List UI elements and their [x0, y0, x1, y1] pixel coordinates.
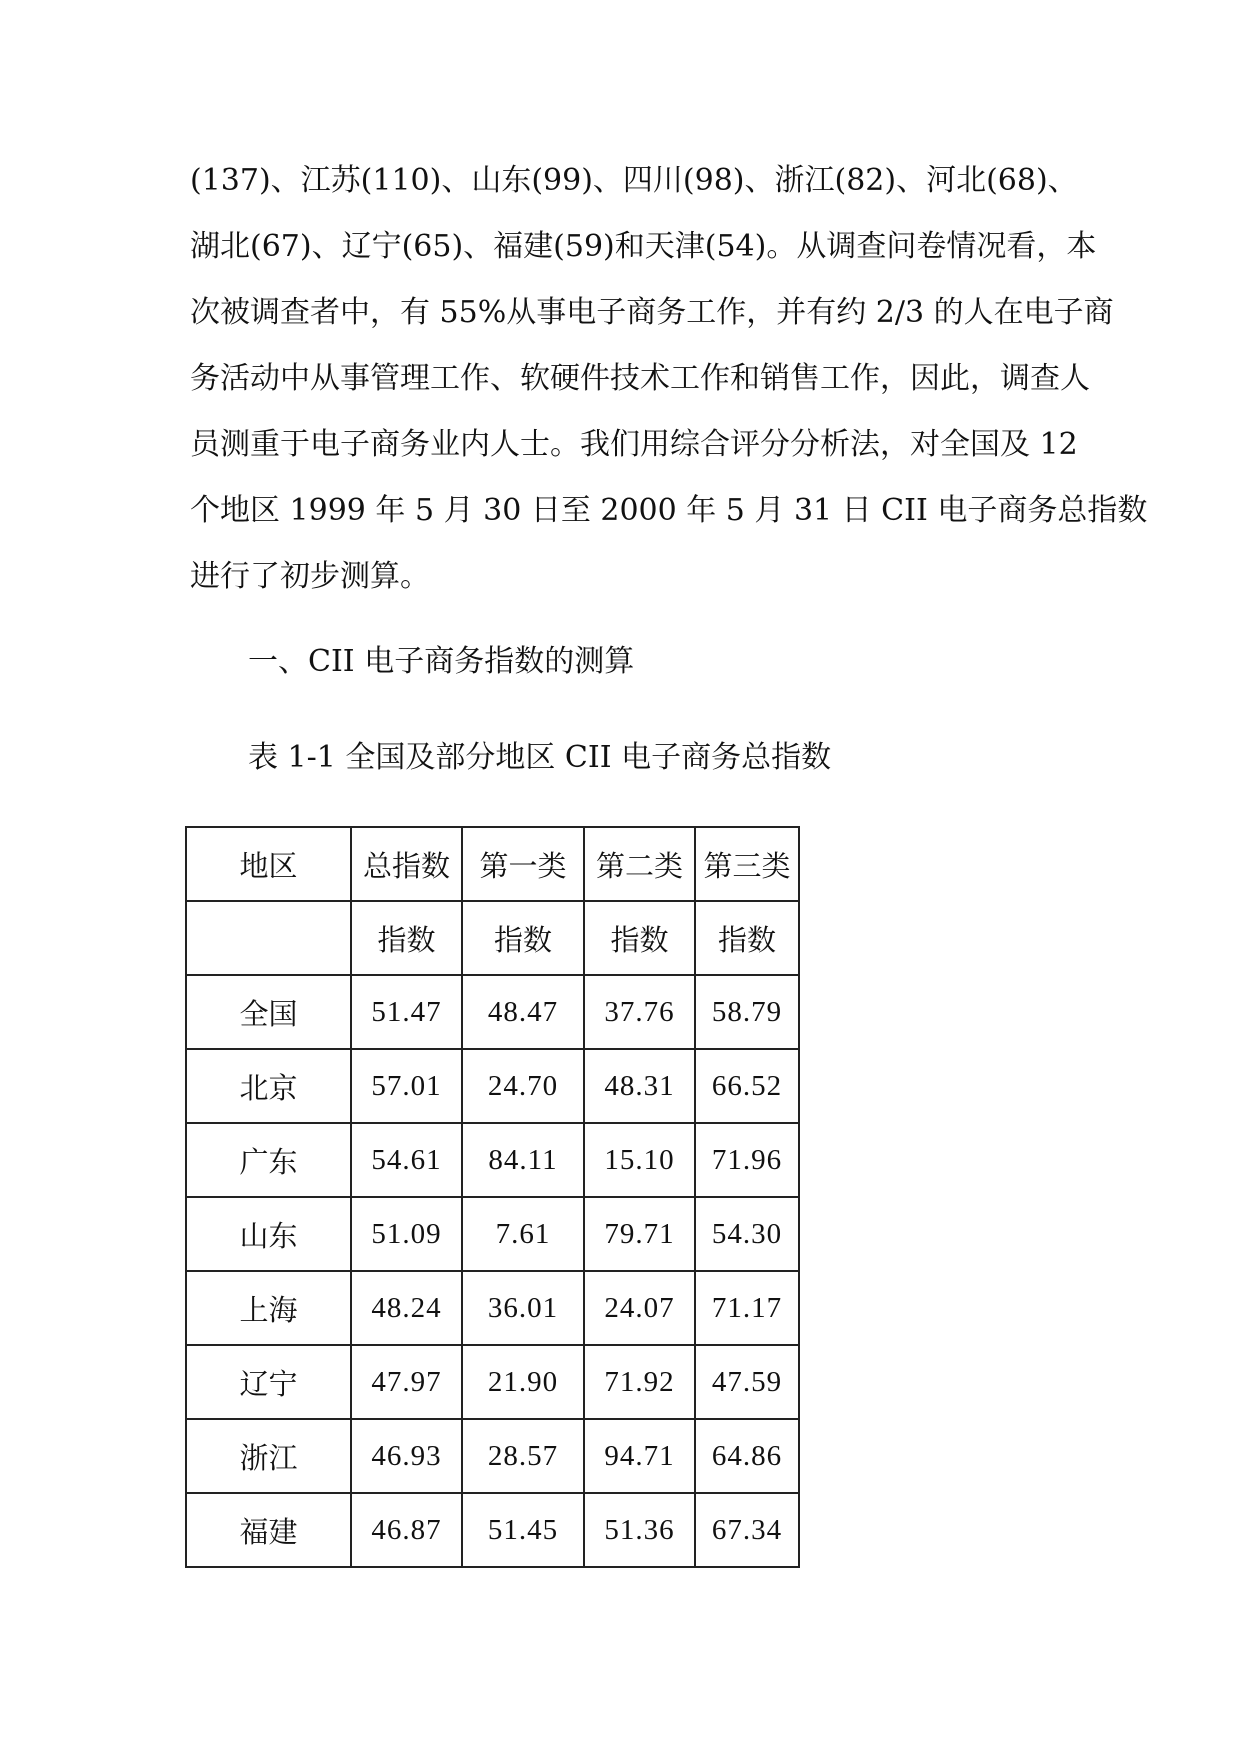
class3-index-cell: 66.52 — [695, 1049, 799, 1123]
table-row — [186, 1493, 799, 1567]
header-cell-blank — [186, 901, 351, 975]
header-cell-class1: 第一类 — [462, 827, 584, 901]
region-cell: 广东 — [186, 1123, 351, 1197]
class1-index-cell: 48.47 — [462, 975, 584, 1049]
table-row — [186, 1197, 799, 1271]
table-row — [186, 1345, 799, 1419]
total-index-cell: 47.97 — [351, 1345, 462, 1419]
table-row — [186, 975, 799, 1049]
section-heading: 一、CII 电子商务指数的测算 — [248, 644, 635, 679]
paragraph-line: 湖北(67)、辽宁(65)、福建(59)和天津(54)。从调查问卷情况看，本 — [190, 229, 1097, 264]
region-cell: 福建 — [186, 1493, 351, 1567]
class2-index-cell: 48.31 — [584, 1049, 695, 1123]
table-header-row — [186, 901, 799, 975]
class2-index-cell: 94.71 — [584, 1419, 695, 1493]
table-header-row — [186, 827, 799, 901]
class1-index-cell: 21.90 — [462, 1345, 584, 1419]
class1-index-cell: 84.11 — [462, 1123, 584, 1197]
total-index-cell: 54.61 — [351, 1123, 462, 1197]
class1-index-cell: 7.61 — [462, 1197, 584, 1271]
class3-index-cell: 67.34 — [695, 1493, 799, 1567]
class2-index-cell: 79.71 — [584, 1197, 695, 1271]
table-caption: 表 1-1 全国及部分地区 CII 电子商务总指数 — [248, 740, 832, 775]
total-index-cell: 46.93 — [351, 1419, 462, 1493]
header-cell-index: 指数 — [584, 901, 695, 975]
class1-index-cell: 24.70 — [462, 1049, 584, 1123]
paragraph-line: 进行了初步测算。 — [190, 559, 430, 594]
header-cell-class3: 第三类 — [695, 827, 799, 901]
total-index-cell: 57.01 — [351, 1049, 462, 1123]
total-index-cell: 51.47 — [351, 975, 462, 1049]
total-index-cell: 48.24 — [351, 1271, 462, 1345]
table-row — [186, 1123, 799, 1197]
table-row — [186, 1419, 799, 1493]
class3-index-cell: 71.17 — [695, 1271, 799, 1345]
paragraph-line: 员测重于电子商务业内人士。我们用综合评分分析法，对全国及 12 — [190, 427, 1078, 462]
paragraph-line: 次被调查者中，有 55%从事电子商务工作，并有约 2/3 的人在电子商 — [190, 295, 1114, 330]
header-cell-index: 指数 — [462, 901, 584, 975]
header-cell-index: 指数 — [695, 901, 799, 975]
class3-index-cell: 47.59 — [695, 1345, 799, 1419]
class1-index-cell: 36.01 — [462, 1271, 584, 1345]
class3-index-cell: 64.86 — [695, 1419, 799, 1493]
total-index-cell: 51.09 — [351, 1197, 462, 1271]
index-table — [185, 826, 800, 1568]
class3-index-cell: 58.79 — [695, 975, 799, 1049]
class2-index-cell: 71.92 — [584, 1345, 695, 1419]
class2-index-cell: 51.36 — [584, 1493, 695, 1567]
table-row — [186, 1049, 799, 1123]
header-cell-total: 总指数 — [351, 827, 462, 901]
region-cell: 山东 — [186, 1197, 351, 1271]
class3-index-cell: 71.96 — [695, 1123, 799, 1197]
class2-index-cell: 15.10 — [584, 1123, 695, 1197]
header-cell-index: 指数 — [351, 901, 462, 975]
class2-index-cell: 37.76 — [584, 975, 695, 1049]
region-cell: 浙江 — [186, 1419, 351, 1493]
region-cell: 全国 — [186, 975, 351, 1049]
header-cell-class2: 第二类 — [584, 827, 695, 901]
class3-index-cell: 54.30 — [695, 1197, 799, 1271]
paragraph-line: 个地区 1999 年 5 月 30 日至 2000 年 5 月 31 日 CII 电子商务总指数 — [190, 493, 1148, 528]
paragraph-line: 务活动中从事管理工作、软硬件技术工作和销售工作，因此，调查人 — [190, 361, 1090, 396]
header-cell-region: 地区 — [186, 827, 351, 901]
total-index-cell: 46.87 — [351, 1493, 462, 1567]
body-paragraph — [190, 148, 1148, 610]
class2-index-cell: 24.07 — [584, 1271, 695, 1345]
region-cell: 辽宁 — [186, 1345, 351, 1419]
table-row — [186, 1271, 799, 1345]
class1-index-cell: 28.57 — [462, 1419, 584, 1493]
region-cell: 上海 — [186, 1271, 351, 1345]
region-cell: 北京 — [186, 1049, 351, 1123]
paragraph-line: (137)、江苏(110)、山东(99)、四川(98)、浙江(82)、河北(68)、 — [190, 163, 1078, 198]
class1-index-cell: 51.45 — [462, 1493, 584, 1567]
